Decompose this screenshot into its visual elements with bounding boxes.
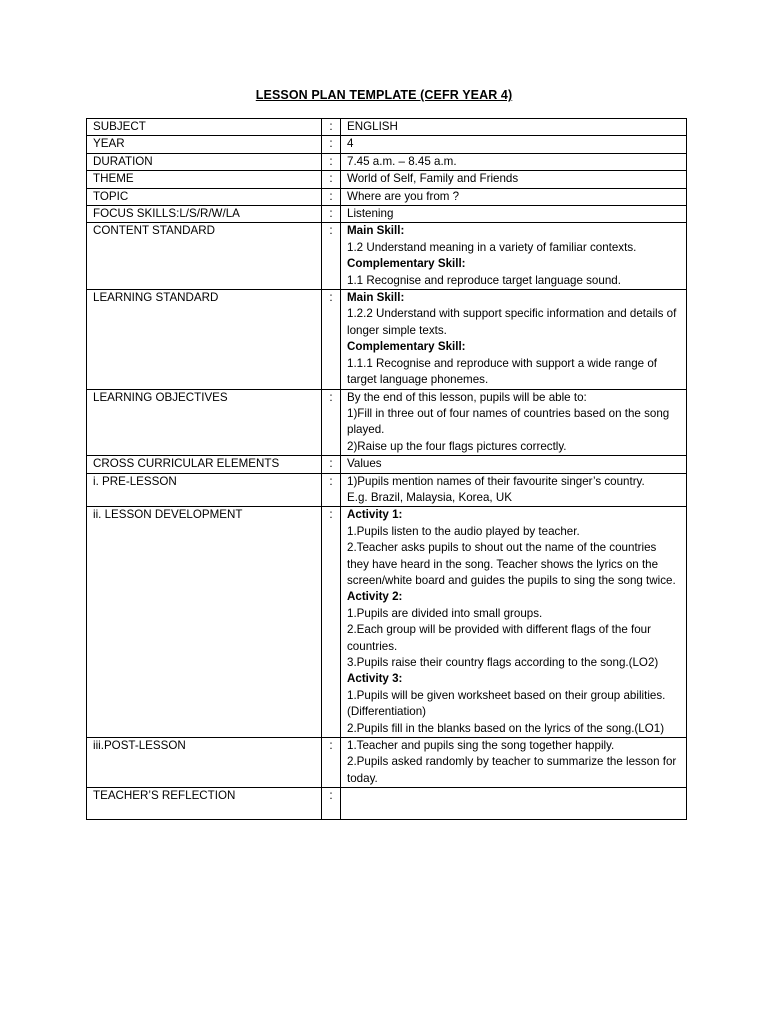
row-colon: : <box>322 507 341 738</box>
value-heading: Main Skill: <box>347 224 405 238</box>
value-line: 2.Each group will be provided with different flags of the four countries. <box>347 623 651 653</box>
row-colon: : <box>322 788 341 820</box>
value-heading: Main Skill: <box>347 291 405 305</box>
value-line: 1.Pupils listen to the audio played by teacher. <box>347 524 580 538</box>
row-colon: : <box>322 223 341 290</box>
row-label: i. PRE-LESSON <box>87 473 322 507</box>
value-heading: Complementary Skill: <box>347 257 466 271</box>
value-line: 2.Pupils asked randomly by teacher to summarize the lesson for today. <box>347 755 677 785</box>
value-line: 1.1 Recognise and reproduce target language sound. <box>347 273 621 287</box>
value-line: World of Self, Family and Friends <box>347 172 519 186</box>
row-colon: : <box>322 188 341 205</box>
row-value <box>341 153 687 170</box>
row-value <box>341 389 687 456</box>
value-line: 1.Pupils will be given worksheet based on their group abilities.(Differentiation) <box>347 688 666 719</box>
row-value <box>341 473 687 507</box>
row-colon: : <box>322 389 341 456</box>
value-line: 7.45 a.m. – 8.45 a.m. <box>347 154 457 168</box>
table-row <box>87 206 687 223</box>
row-label: iii.POST-LESSON <box>87 738 322 788</box>
row-label: TOPIC <box>87 188 322 205</box>
row-value <box>341 738 687 788</box>
row-colon: : <box>322 136 341 153</box>
row-value <box>341 136 687 153</box>
row-value <box>341 171 687 188</box>
value-line: Listening <box>347 207 394 221</box>
row-colon: : <box>322 290 341 389</box>
row-value <box>341 290 687 389</box>
value-line: 2.Teacher asks pupils to shout out the name of the countries they have heard in the song. Teacher shows the lyrics on the screen/white board and guides the pupils to sing the song twice. <box>347 541 676 587</box>
row-value <box>341 456 687 473</box>
row-colon: : <box>322 473 341 507</box>
table-row <box>87 738 687 788</box>
value-line: Values <box>347 457 382 471</box>
value-line: 4 <box>347 137 354 151</box>
value-line: 1.2.2 Understand with support specific information and details of longer simple texts. <box>347 307 677 337</box>
table-row <box>87 188 687 205</box>
document-title: LESSON PLAN TEMPLATE (CEFR YEAR 4) <box>255 88 513 102</box>
value-line: 2)Raise up the four flags pictures correctly. <box>347 439 567 453</box>
value-heading: Activity 1: <box>347 508 403 522</box>
row-label: YEAR <box>87 136 322 153</box>
table-row <box>87 507 687 738</box>
row-value <box>341 507 687 738</box>
value-line: ENGLISH <box>347 120 398 133</box>
row-colon: : <box>322 738 341 788</box>
value-line: Where are you from ? <box>347 189 460 203</box>
row-label: LEARNING OBJECTIVES <box>87 389 322 456</box>
row-label: LEARNING STANDARD <box>87 290 322 389</box>
value-line: By the end of this lesson, pupils will be able to: <box>347 390 587 404</box>
row-label: SUBJECT <box>87 119 322 136</box>
row-colon: : <box>322 206 341 223</box>
value-line: 1)Pupils mention names of their favourite singer’s country. <box>347 474 645 488</box>
table-row <box>87 136 687 153</box>
table-row <box>87 456 687 473</box>
value-line: 3.Pupils raise their country flags according to the song.(LO2) <box>347 656 659 669</box>
table-row <box>87 473 687 507</box>
table-row <box>87 788 687 820</box>
row-label: THEME <box>87 171 322 188</box>
row-colon: : <box>322 153 341 170</box>
table-row <box>87 119 687 136</box>
row-value <box>341 119 687 136</box>
value-line: 1.Pupils are divided into small groups. <box>347 606 543 620</box>
row-value <box>341 188 687 205</box>
row-label: DURATION <box>87 153 322 170</box>
table-row <box>87 389 687 456</box>
value-line: 2.Pupils fill in the blanks based on the lyrics of the song.(LO1) <box>347 721 665 735</box>
row-value <box>341 206 687 223</box>
row-label: ii. LESSON DEVELOPMENT <box>87 507 322 738</box>
row-label: TEACHER’S REFLECTION <box>87 788 322 820</box>
value-line: 1.Teacher and pupils sing the song together happily. <box>347 739 615 753</box>
value-line: E.g. Brazil, Malaysia, Korea, UK <box>347 490 512 504</box>
row-value <box>341 788 687 820</box>
table-row <box>87 223 687 290</box>
value-heading: Activity 2: <box>347 590 403 604</box>
table-row <box>87 153 687 170</box>
value-heading: Activity 3: <box>347 672 403 686</box>
row-label: CROSS CURRICULAR ELEMENTS <box>87 456 322 473</box>
value-line: 1.1.1 Recognise and reproduce with support a wide range of target language phonemes. <box>347 356 658 387</box>
row-label: FOCUS SKILLS:L/S/R/W/LA <box>87 206 322 223</box>
row-label: CONTENT STANDARD <box>87 223 322 290</box>
value-line: 1)Fill in three out of four names of countries based on the song played. <box>347 406 670 437</box>
row-value <box>341 223 687 290</box>
row-colon: : <box>322 456 341 473</box>
table-row <box>87 290 687 389</box>
row-colon: : <box>322 119 341 136</box>
lesson-plan-table <box>86 118 687 820</box>
table-row <box>87 171 687 188</box>
row-colon: : <box>322 171 341 188</box>
value-line: 1.2 Understand meaning in a variety of familiar contexts. <box>347 240 637 254</box>
value-heading: Complementary Skill: <box>347 340 466 354</box>
